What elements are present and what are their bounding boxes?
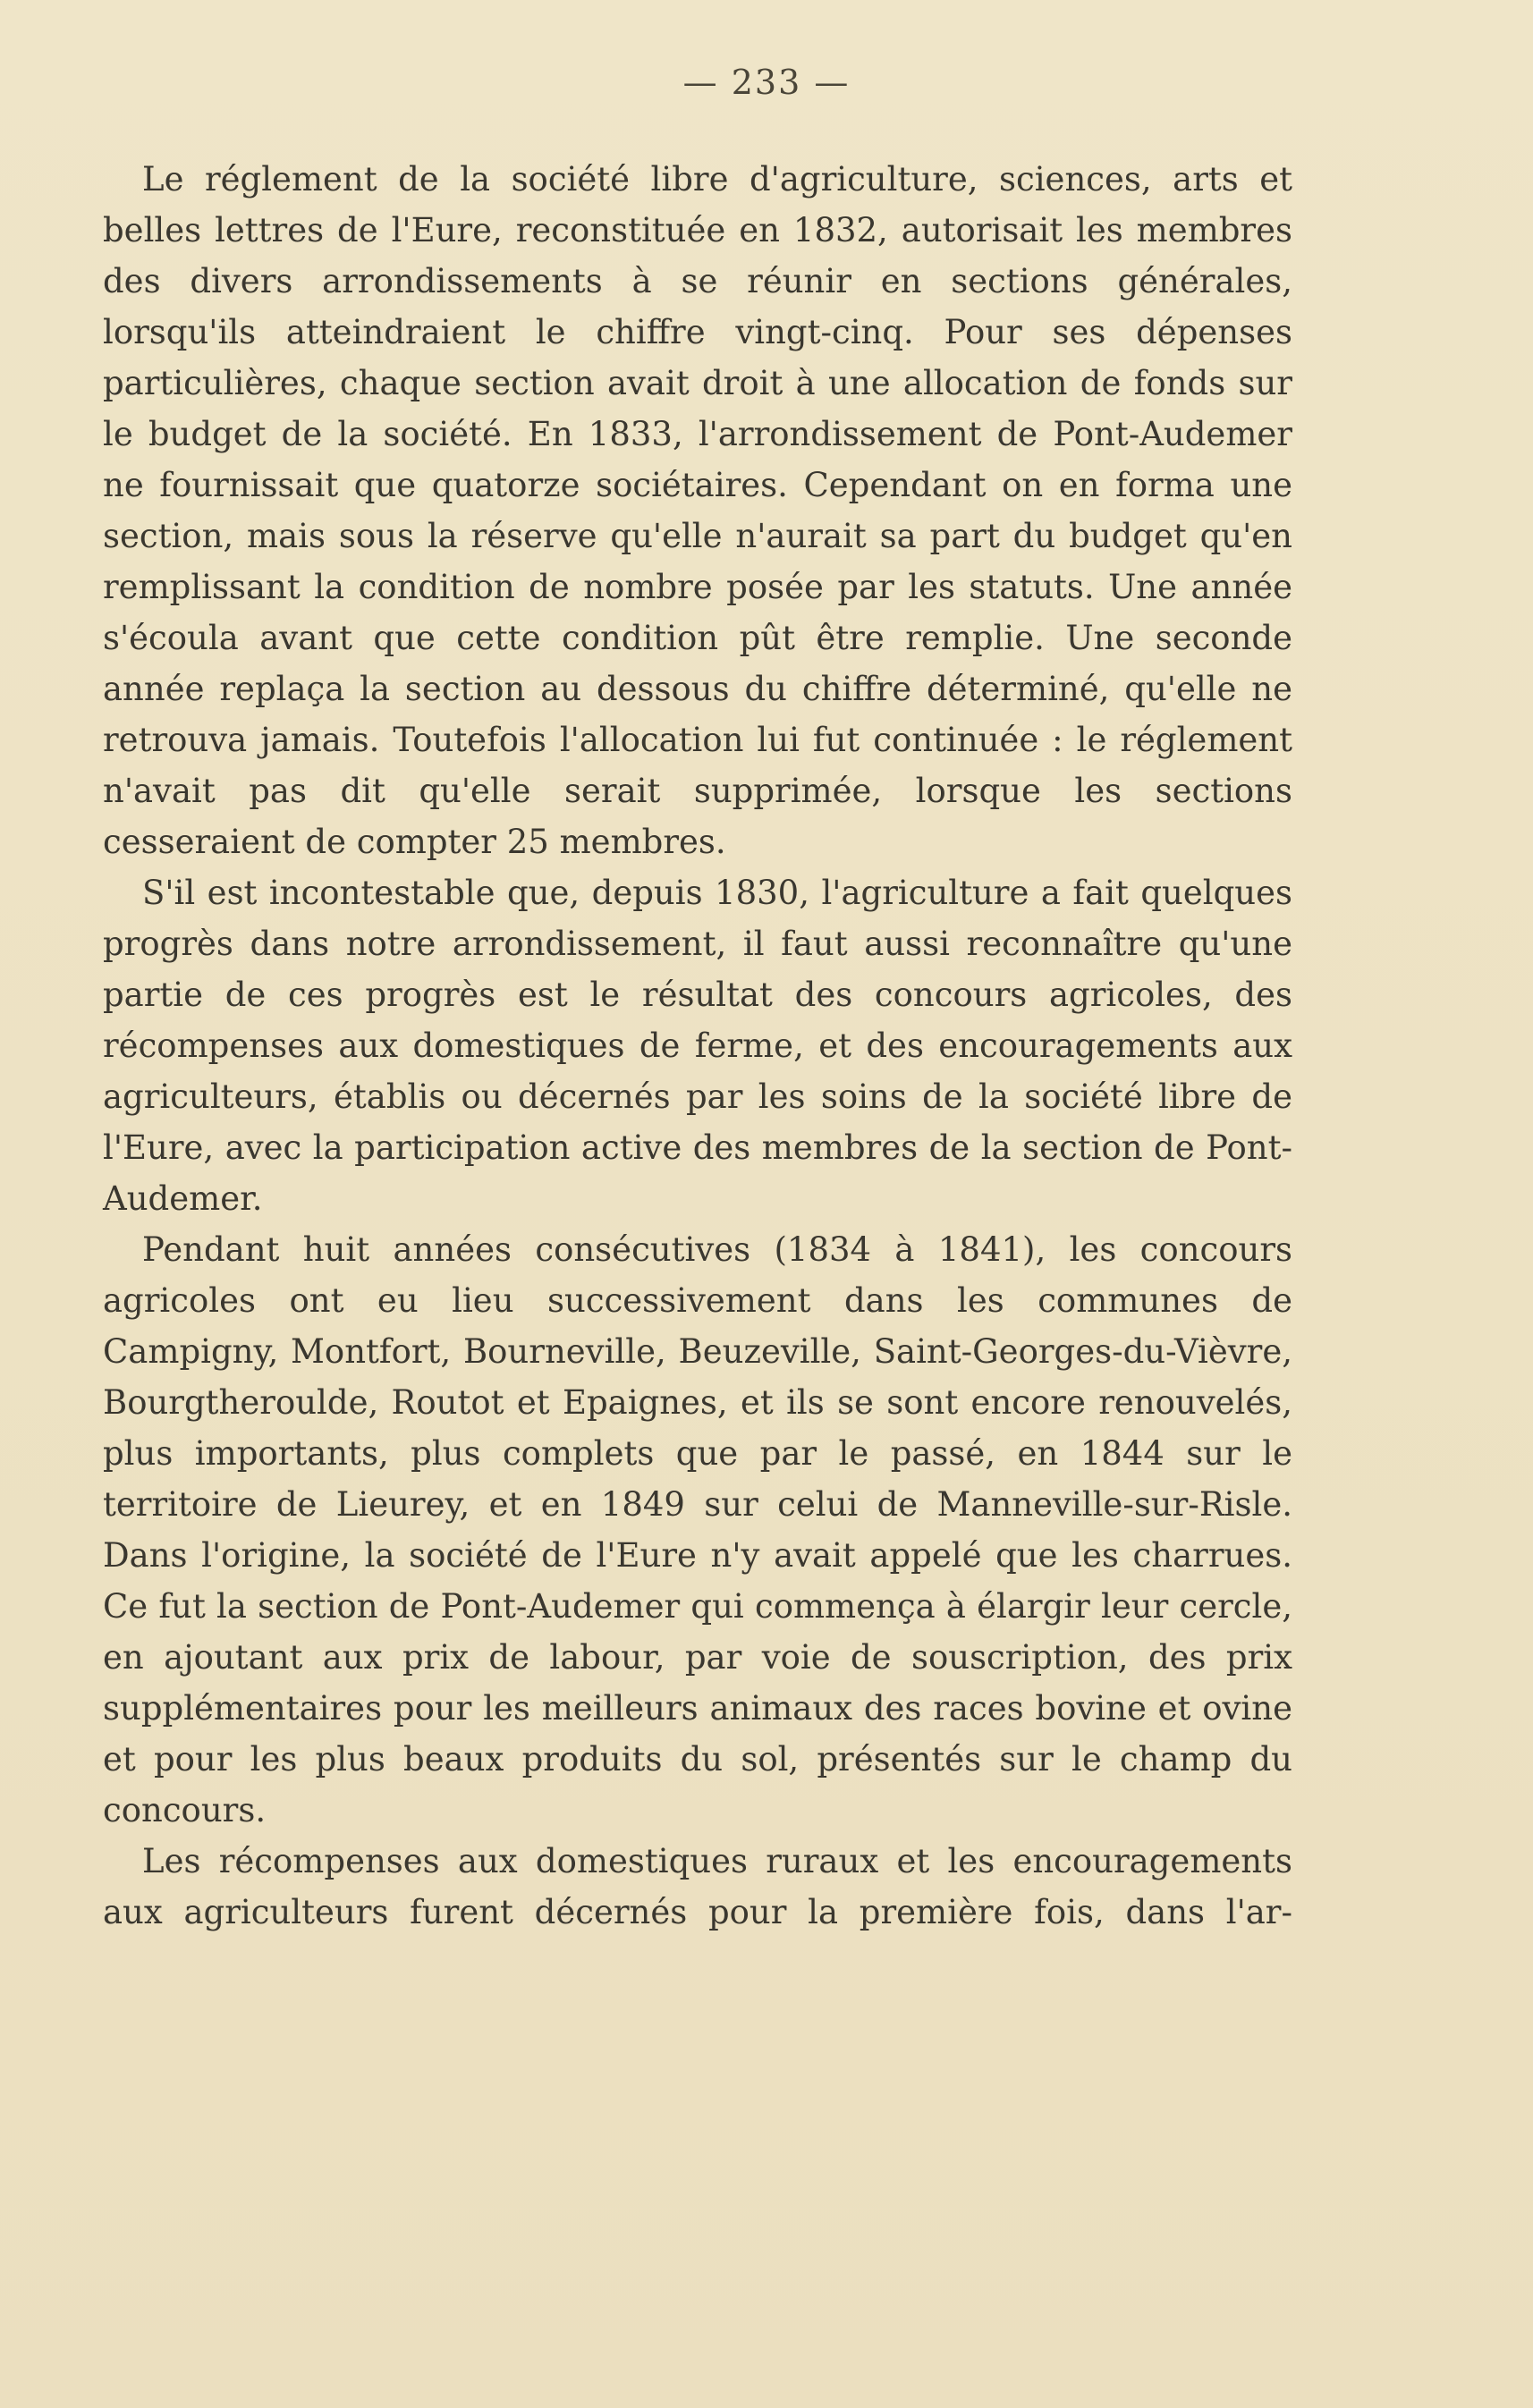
paragraph-1: Le réglement de la société libre d'agriculture, sciences, arts et belles lettres de l'Eure, reconstituée en 1832, autorisait les membres des divers arrondissements à se réunir en sections générales, lorsqu'ils atteindraient le chiffre vingt-cinq. Pour ses dépenses particulières, chaque section avait droit à une allocation de fonds sur le budget de la société. En 1833, l'arrondissement de Pont-Audemer ne fournissait que quatorze sociétaires. Cependant on en forma une section, mais sous la réserve qu'elle n'aurait sa part du budget qu'en remplissant la condition de nombre posée par les statuts. Une année s'écoula avant que cette condition pût être remplie. Une seconde année replaça la section au dessous du chiffre déterminé, qu'elle ne retrouva jamais. Toutefois l'allocation lui fut continuée : le réglement n'avait pas dit qu'elle serait supprimée, lorsque les sections cesseraient de compter 25 membres. <box>103 160 1292 861</box>
paragraph-2: S'il est incontestable que, depuis 1830, l'agriculture a fait quelques progrès dans notre arrondissement, il faut aussi reconnaître qu'une partie de ces progrès est le résultat des concours agricoles, des récompenses aux domestiques de ferme, et des encouragements aux agriculteurs, établis ou décernés par les soins de la société libre de l'Eure, avec la participation active des membres de la section de Pont-Audemer. <box>103 874 1292 1218</box>
body-text <box>103 154 1292 1938</box>
paragraph-3: Pendant huit années consécutives (1834 à 1841), les concours agricoles ont eu lieu successivement dans les communes de Campigny, Montfort, Bourneville, Beuzeville, Saint-Georges-du-Vièvre, Bourgtheroulde, Routot et Epaignes, et ils se sont encore renouvelés, plus importants, plus complets que par le passé, en 1844 sur le territoire de Lieurey, et en 1849 sur celui de Manneville-sur-Risle. Dans l'origine, la société de l'Eure n'y avait appelé que les charrues. Ce fut la section de Pont-Audemer qui commença à élargir leur cercle, en ajoutant aux prix de labour, par voie de souscription, des prix supplémentaires pour les meilleurs animaux des races bovine et ovine et pour les plus beaux produits du sol, présentés sur le champ du concours. <box>103 1230 1292 1829</box>
paragraph-4: Les récompenses aux domestiques ruraux et les encouragements aux agriculteurs furent décernés pour la première fois, dans l'ar- <box>103 1842 1292 1931</box>
page-number: — 233 — <box>682 63 851 102</box>
